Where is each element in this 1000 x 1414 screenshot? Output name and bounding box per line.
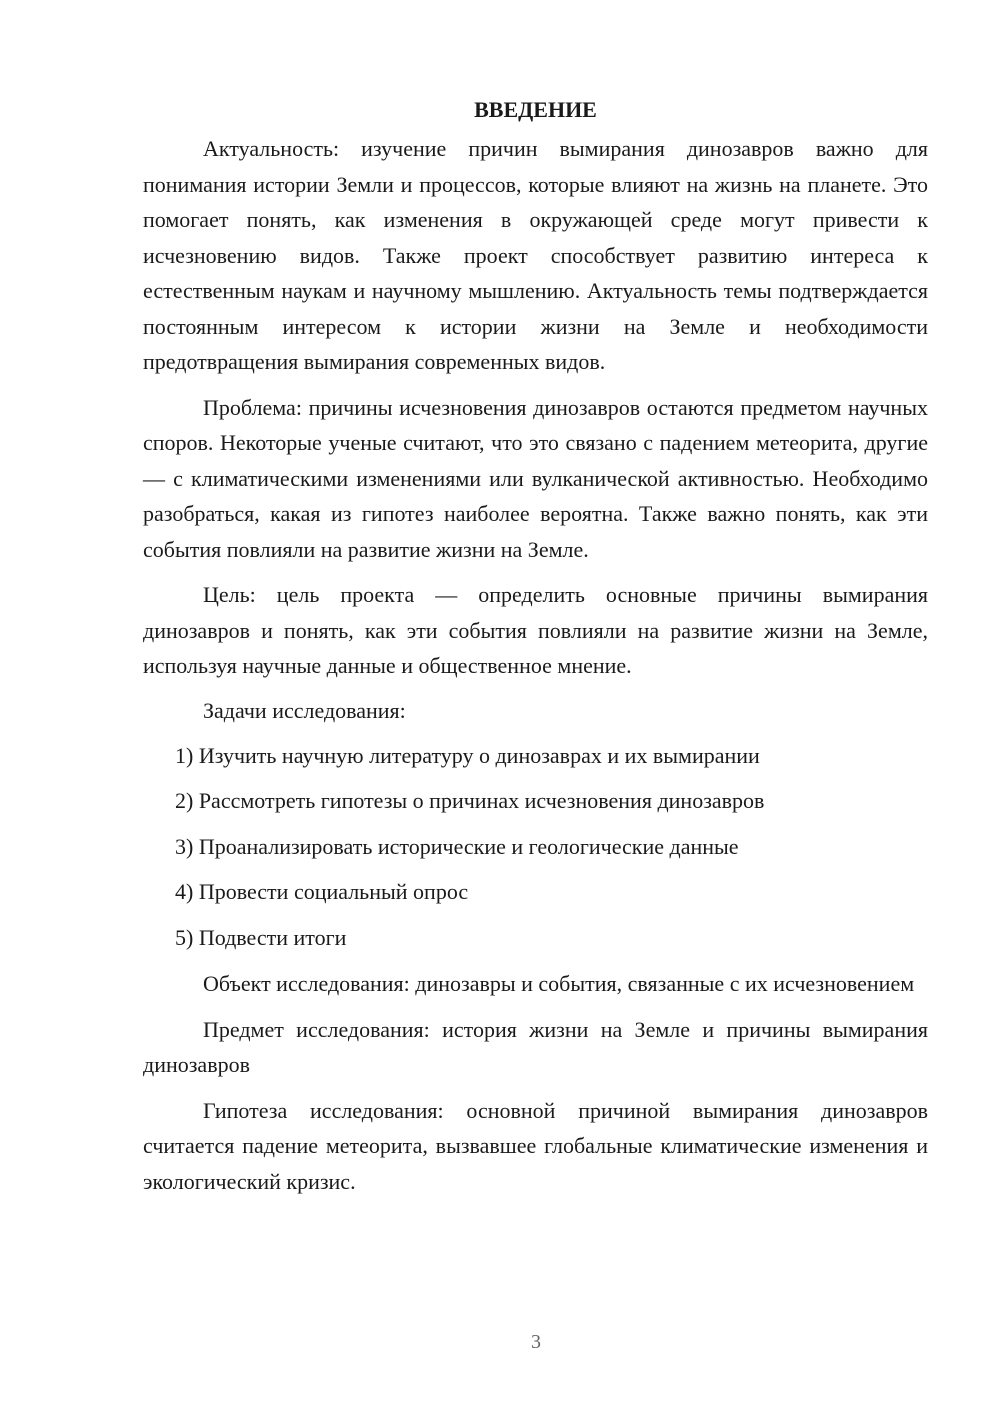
document-page bbox=[143, 93, 928, 1209]
list-item: 4) Провести социальный опрос bbox=[175, 879, 469, 904]
tasks-heading: Задачи исследования: bbox=[203, 697, 406, 723]
list-item: 3) Проанализировать исторические и геологические данные bbox=[175, 833, 739, 859]
list-item: 2) Рассмотреть гипотезы о причинах исчезновения динозавров bbox=[175, 788, 765, 813]
object-paragraph: Объект исследования: динозавры и события, связанные с их исчезновением bbox=[203, 971, 915, 996]
page-title: ВВЕДЕНИЕ bbox=[474, 97, 597, 122]
page-number: 3 bbox=[531, 1331, 541, 1353]
relevance-paragraph: Актуальность: изучение причин вымирания динозавров важно для понимания истории Земли и процессов, которые влияют на жизнь на планете. Это помогает понять, как изменения в окружающей среде могут привести к исчезновению видов. Также проект способствует развитию интереса к естественным наукам и научному мышлению. Актуальность темы подтверждается постоянным интересом к истории жизни на Земле и необходимости предотвращения вымирания современных видов. bbox=[143, 136, 928, 374]
problem-paragraph: Проблема: причины исчезновения динозавров остаются предметом научных споров. Некоторые ученые считают, что это связано с падением метеорита, другие — с климатическими изменениями или вулканической активностью. Необходимо разобраться, какая из гипотез наиболее вероятна. Также важно понять, как эти события повлияли на развитие жизни на Земле. bbox=[143, 394, 928, 562]
goal-paragraph: Цель: цель проекта — определить основные причины вымирания динозавров и понять, как эти события повлияли на развитие жизни на Земле, используя научные данные и общественное мнение. bbox=[143, 582, 928, 678]
list-item: 1) Изучить научную литературу о динозаврах и их вымирании bbox=[175, 742, 760, 768]
list-item: 5) Подвести итоги bbox=[175, 924, 347, 950]
hypothesis-paragraph: Гипотеза исследования: основной причиной вымирания динозавров считается падение метеорита, вызвавшее глобальные климатические изменения и экологический кризис. bbox=[143, 1097, 928, 1194]
task-list bbox=[143, 739, 928, 955]
subject-paragraph: Предмет исследования: история жизни на Земле и причины вымирания динозавров bbox=[143, 1016, 928, 1077]
